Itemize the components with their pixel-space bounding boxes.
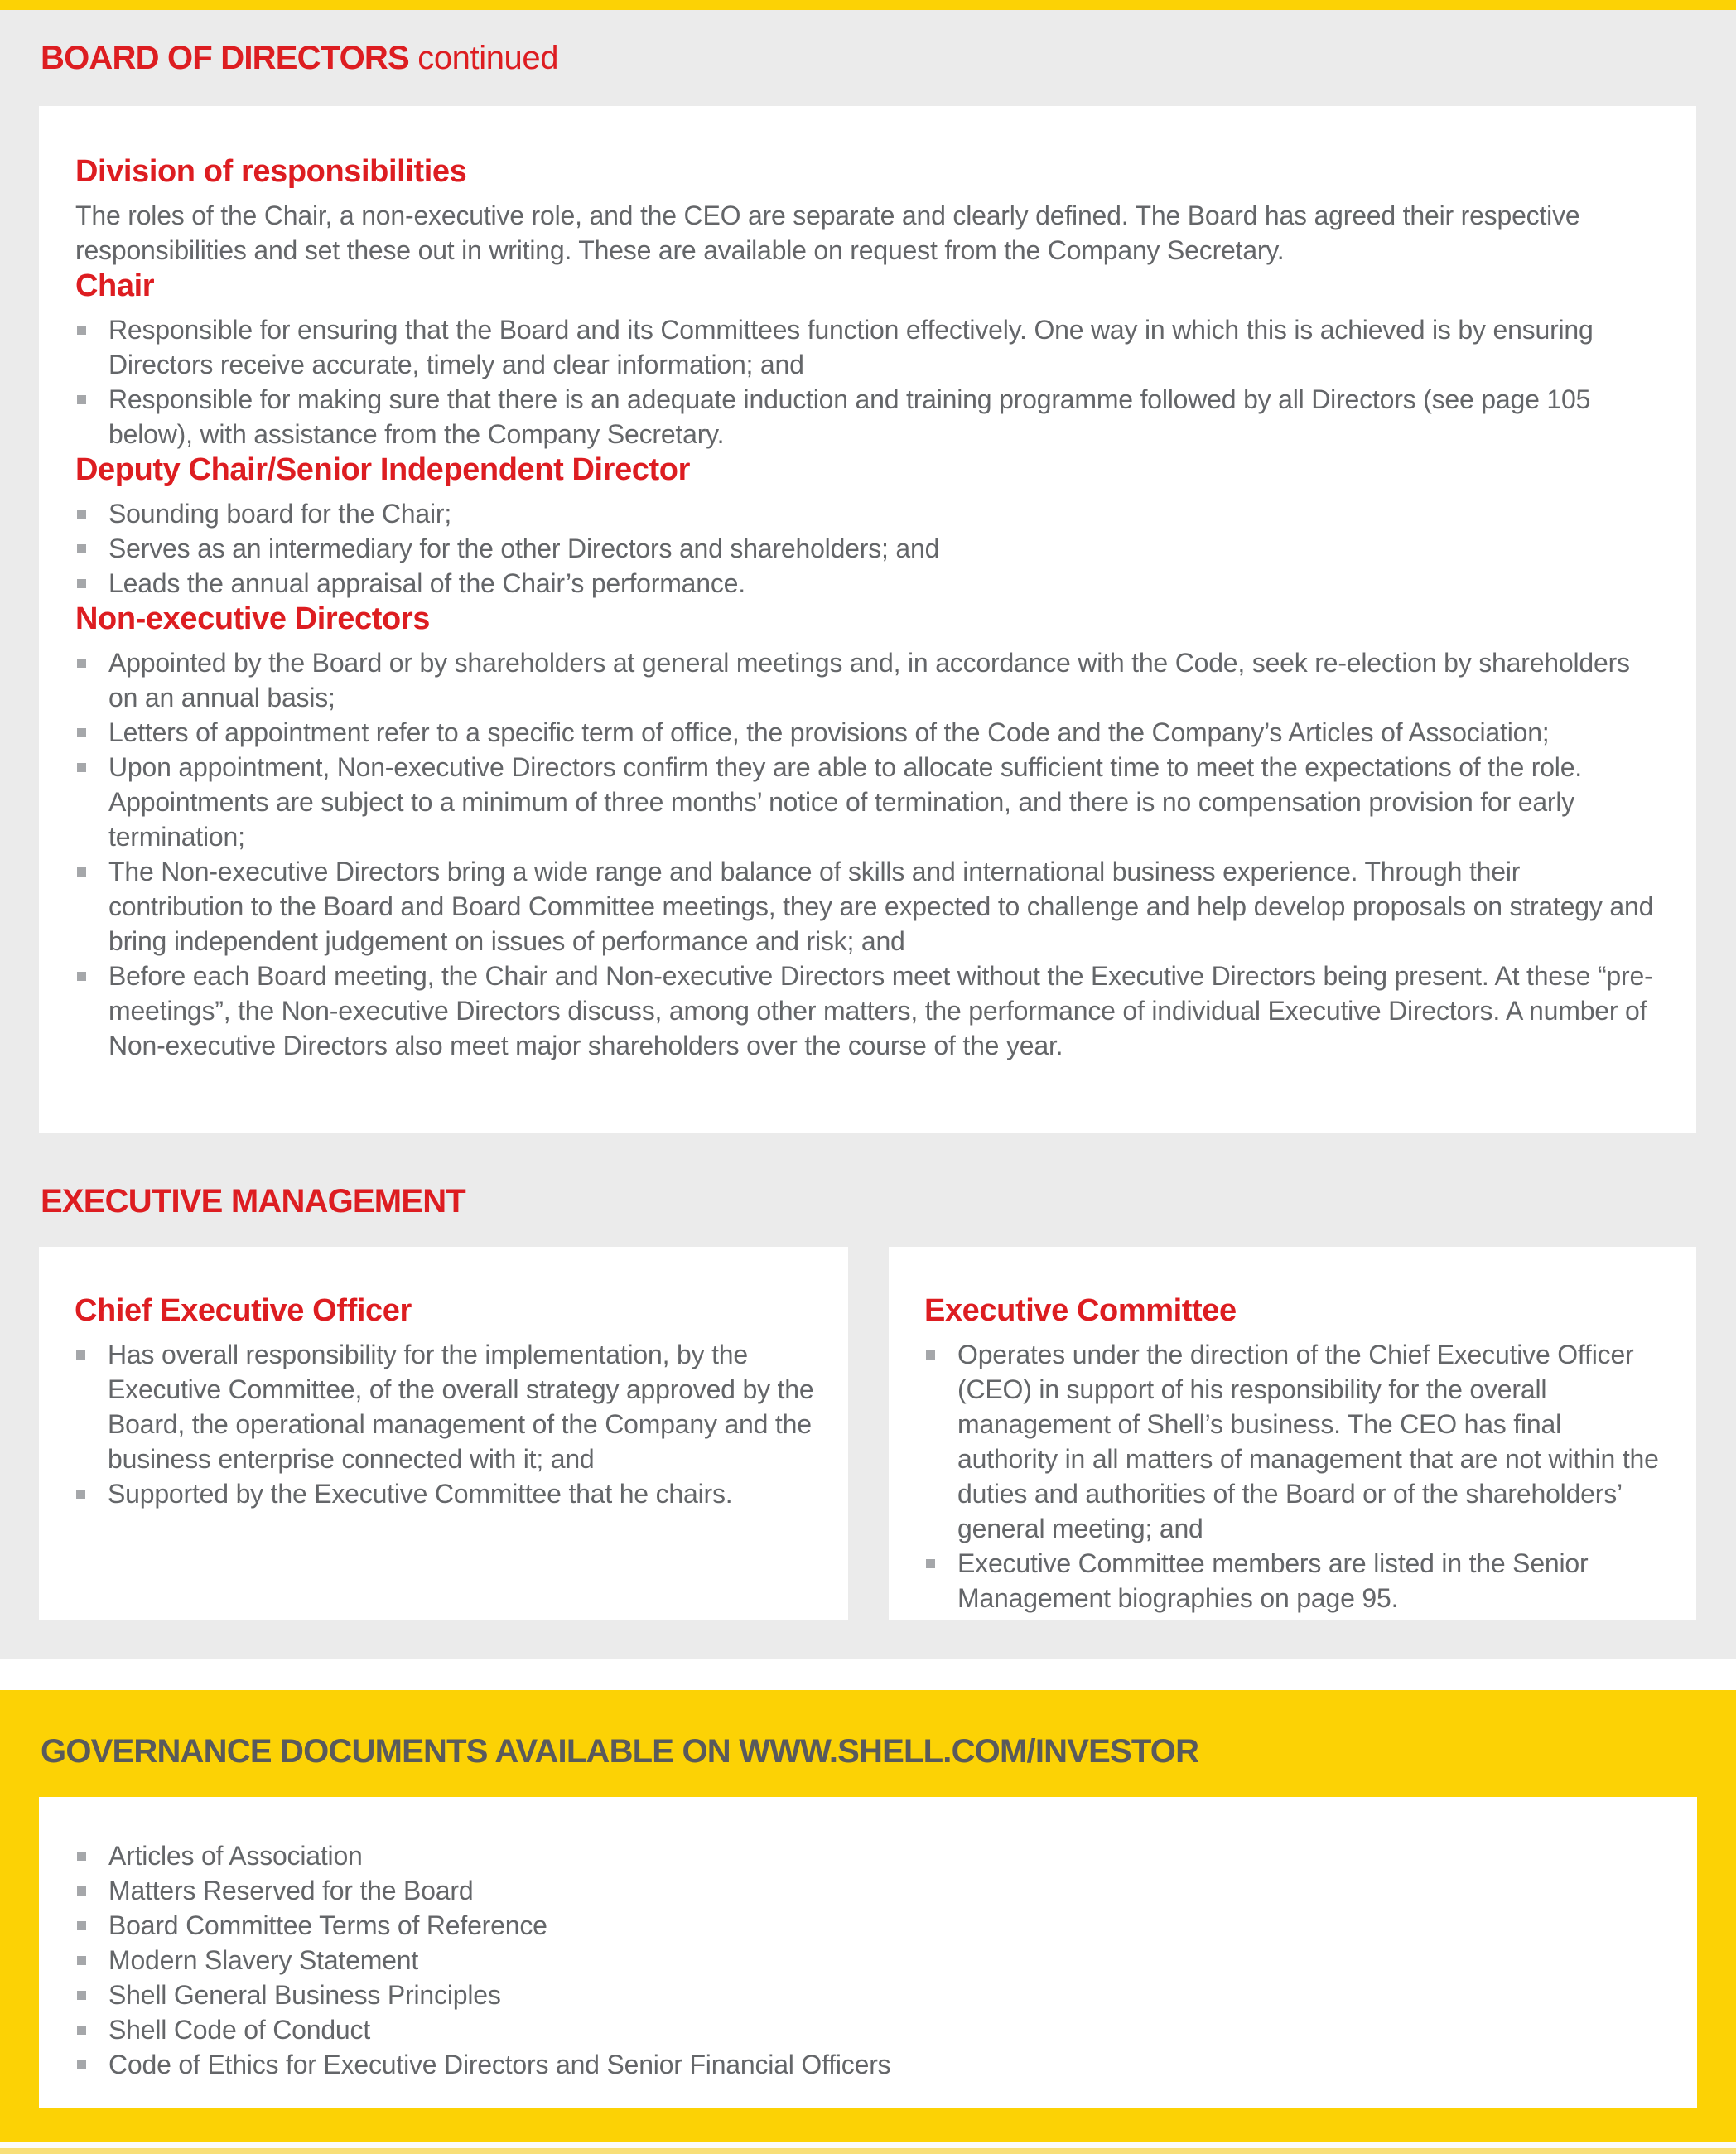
list-item (75, 1337, 815, 1476)
bottom-accent-bar (0, 2148, 1736, 2154)
bullet-text: Shell General Business Principles (108, 1980, 501, 2010)
continued-label: continued (417, 40, 559, 76)
bullet-text: Upon appointment, Non-executive Directors confirm they are able to allocate sufficient time to meet the expectations of the role. Appointments are subject to a minimum of three months’ notice of termination, and there is no compensation provision for early termination; (108, 752, 1582, 852)
bullet-square-icon (75, 1873, 108, 1908)
bullet-text: Modern Slavery Statement (108, 1945, 419, 1975)
list-item (75, 750, 1659, 854)
bullet-text: The Non-executive Directors bring a wide range and balance of skills and international business experience. Through their contribution to the Board and Board Committee meetings, they are expected to challenge and help develop proposals on strategy and bring independent judgement on issues of performance and risk; and (108, 857, 1654, 956)
deputy-chair-bullet-list (75, 496, 1659, 601)
list-item (75, 531, 1659, 566)
bullet-text: Operates under the direction of the Chief Executive Officer (CEO) in support of his responsibility for the overall management of Shell’s business. The CEO has final authority in all matters of management that are not within the duties and authorities of the Board or of the shareholders’ general meeting; and (957, 1340, 1659, 1543)
bullet-text: Serves as an intermediary for the other Directors and shareholders; and (108, 534, 940, 563)
bullet-square-icon (75, 2047, 108, 2082)
governance-banner (0, 1690, 1736, 2142)
board-panel (39, 106, 1696, 1133)
bullet-square-icon (75, 715, 108, 750)
non-executive-directors-heading: Non-executive Directors (75, 601, 430, 636)
bullet-square-icon (75, 750, 108, 854)
bullet-square-icon (75, 496, 108, 531)
bullet-square-icon (924, 1546, 957, 1616)
bullet-square-icon (75, 1337, 108, 1476)
bottom-edge-strip (0, 2142, 1736, 2148)
executive-management-heading: EXECUTIVE MANAGEMENT (41, 1183, 465, 1219)
list-item (75, 1943, 1664, 1978)
bullet-text: Letters of appointment refer to a specific term of office, the provisions of the Code and the Company’s Articles of Association; (108, 717, 1550, 747)
list-item (75, 2047, 1664, 2082)
bullet-square-icon (75, 1978, 108, 2012)
bullet-text: Sounding board for the Chair; (108, 499, 452, 529)
governance-panel (39, 1797, 1697, 2108)
bullet-square-icon (75, 1908, 108, 1943)
list-item (75, 2012, 1664, 2047)
division-of-responsibilities-heading: Division of responsibilities (75, 154, 467, 189)
list-item (75, 312, 1659, 382)
bullet-square-icon (75, 1838, 108, 1873)
bullet-text: Code of Ethics for Executive Directors and Senior Financial Officers (108, 2050, 891, 2079)
bullet-square-icon (924, 1337, 957, 1546)
executive-committee-panel (889, 1247, 1696, 1620)
bullet-square-icon (75, 382, 108, 452)
list-item (924, 1337, 1663, 1546)
list-item (75, 496, 1659, 531)
list-item (924, 1546, 1663, 1616)
bullet-square-icon (75, 854, 108, 959)
deputy-chair-heading: Deputy Chair/Senior Independent Director (75, 452, 690, 487)
bullet-square-icon (75, 1476, 108, 1511)
bullet-square-icon (75, 566, 108, 601)
bullet-text: Leads the annual appraisal of the Chair’s performance. (108, 568, 745, 598)
bullet-square-icon (75, 2012, 108, 2047)
division-of-responsibilities-text: The roles of the Chair, a non-executive role, and the CEO are separate and clearly defined. The Board has agreed their respective responsibilities and set these out in writing. These are available on request from the Company Secretary. (75, 200, 1580, 265)
list-item (75, 959, 1659, 1063)
list-item (75, 645, 1659, 715)
board-of-directors-heading (41, 40, 558, 77)
list-item (75, 1908, 1664, 1943)
bullet-text: Has overall responsibility for the implementation, by the Executive Committee, of the overall strategy approved by the Board, the operational management of the Company and the business enterprise connected with it; and (108, 1340, 814, 1474)
list-item (75, 1838, 1664, 1873)
bullet-text: Matters Reserved for the Board (108, 1876, 474, 1905)
non-executive-directors-bullet-list (75, 645, 1659, 1063)
bullet-square-icon (75, 1943, 108, 1978)
bullet-text: Shell Code of Conduct (108, 2015, 371, 2045)
bullet-text: Board Committee Terms of Reference (108, 1910, 547, 1940)
list-item (75, 1978, 1664, 2012)
bullet-text: Executive Committee members are listed in the Senior Management biographies on page 95. (957, 1548, 1589, 1613)
list-item (75, 715, 1659, 750)
ceo-panel (39, 1247, 848, 1620)
bullet-text: Articles of Association (108, 1841, 363, 1871)
bullet-text: Before each Board meeting, the Chair and Non-executive Directors meet without the Executive Directors being present. At these “pre-meetings”, the Non-executive Directors discuss, among other matters, the performance of individual Executive Directors. A number of Non-executive Directors also meet major shareholders over the course of the year. (108, 961, 1653, 1060)
list-item (75, 854, 1659, 959)
list-item (75, 566, 1659, 601)
bullet-square-icon (75, 531, 108, 566)
bullet-square-icon (75, 645, 108, 715)
ceo-heading: Chief Executive Officer (75, 1293, 412, 1328)
chair-heading: Chair (75, 268, 155, 303)
governance-heading: GOVERNANCE DOCUMENTS AVAILABLE ON WWW.SHELL.COM/INVESTOR (41, 1733, 1199, 1770)
bullet-text: Supported by the Executive Committee that he chairs. (108, 1479, 733, 1509)
executive-committee-bullet-list (924, 1337, 1663, 1616)
bullet-square-icon (75, 959, 108, 1063)
bullet-text: Appointed by the Board or by shareholders at general meetings and, in accordance with the Code, seek re-election by shareholders on an annual basis; (108, 648, 1630, 712)
ceo-bullet-list (75, 1337, 815, 1511)
top-accent-bar (0, 0, 1736, 10)
list-item (75, 1873, 1664, 1908)
executive-committee-heading: Executive Committee (924, 1293, 1237, 1328)
bullet-text: Responsible for ensuring that the Board and its Committees function effectively. One way in which this is achieved is by ensuring Directors receive accurate, timely and clear information; and (108, 315, 1594, 379)
list-item (75, 382, 1659, 452)
board-of-directors-title: BOARD OF DIRECTORS (41, 40, 409, 76)
list-item (75, 1476, 815, 1511)
bullet-square-icon (75, 312, 108, 382)
bullet-text: Responsible for making sure that there is an adequate induction and training programme followed by all Directors (see page 105 below), with assistance from the Company Secretary. (108, 384, 1591, 449)
chair-bullet-list (75, 312, 1659, 452)
governance-document-list (75, 1838, 1664, 2082)
